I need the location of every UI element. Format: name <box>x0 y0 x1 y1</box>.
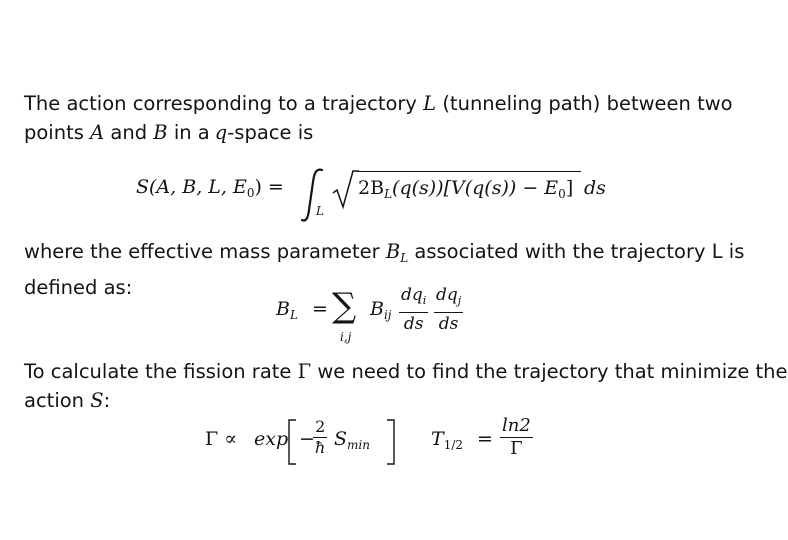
math-text: B <box>370 298 384 320</box>
right-bracket <box>385 418 397 466</box>
math-text: ) = <box>254 176 284 198</box>
math-subscript: L <box>289 308 298 322</box>
math-symbol-q: q <box>214 121 228 144</box>
integral-subscript: L <box>316 204 324 218</box>
math-subscript: 0 <box>558 187 566 201</box>
sqrt-sign <box>331 167 359 211</box>
math-symbol-gamma: Γ <box>297 360 312 383</box>
math-text: 2B <box>358 177 385 199</box>
math-subscript: L <box>384 187 393 201</box>
text-run: To calculate the fission rate <box>24 360 292 383</box>
text-run: (tunneling path) between two <box>442 92 733 115</box>
math-text: exp <box>254 428 289 450</box>
math-text: T <box>431 428 444 450</box>
math-text: (q(s))[V(q(s)) − E <box>392 177 559 199</box>
text-run: where the effective mass parameter <box>24 240 380 263</box>
text-run: in a <box>173 121 210 144</box>
math-subscript: j <box>457 294 462 307</box>
math-text: ] <box>565 177 574 199</box>
text-run: points <box>24 121 84 144</box>
text-run: -space is <box>227 121 314 144</box>
paragraph-line <box>24 386 788 415</box>
math-text: S(A, B, L, E <box>136 176 247 198</box>
math-text: = <box>312 298 328 320</box>
math-subscript: i <box>422 294 427 307</box>
left-bracket <box>286 418 298 466</box>
fraction-2-hbar <box>313 417 327 458</box>
fraction-denominator: ħ <box>315 438 326 457</box>
math-subscript: 1/2 <box>443 438 463 452</box>
math-symbol-S: S <box>90 389 104 412</box>
text-run: we need to find the trajectory that minimize the <box>317 360 788 383</box>
math-symbol-BL <box>276 298 298 322</box>
fraction-ln2-gamma <box>500 415 533 460</box>
text-run: : <box>103 389 111 412</box>
fraction-numerator <box>399 284 428 313</box>
fraction-numerator: 2 <box>313 417 327 438</box>
math-subscript: min <box>347 438 370 452</box>
math-text: − <box>299 428 315 450</box>
math-text: dq <box>401 285 423 305</box>
math-subscript: L <box>400 251 409 265</box>
fraction-denominator: ds <box>403 314 424 334</box>
math-symbol-BL <box>386 240 408 263</box>
fraction-numerator <box>434 284 463 313</box>
fraction-denominator: ds <box>438 314 459 334</box>
equation-lhs <box>136 176 284 200</box>
paragraph-line <box>24 118 733 147</box>
fraction-numerator: ln2 <box>502 415 531 436</box>
math-text: Γ ∝ <box>205 428 238 450</box>
math-subscript: 0 <box>246 186 255 200</box>
fraction-dqi-ds <box>399 284 428 335</box>
text-run: associated with the trajectory L is <box>414 240 745 263</box>
paragraph-line <box>24 89 733 118</box>
paragraph-action-intro <box>24 89 733 147</box>
math-text: ds <box>584 177 606 199</box>
text-run: action <box>24 389 85 412</box>
paragraph-line <box>24 357 788 386</box>
math-text: dq <box>436 285 458 305</box>
math-text: S <box>334 428 348 450</box>
fraction-denominator: Γ <box>510 438 523 459</box>
text-run: The action corresponding to a trajectory <box>24 92 417 115</box>
equation-mass-parameter <box>276 284 476 348</box>
math-symbol-Smin <box>334 428 370 452</box>
equation-rate-half-life <box>205 412 545 472</box>
math-subscript: ij <box>383 308 392 322</box>
paragraph-fission-rate <box>24 357 788 415</box>
math-symbol-Bij <box>370 298 392 322</box>
math-symbol-A: A <box>90 121 105 144</box>
math-text: B <box>276 298 290 320</box>
text-run: defined as: <box>24 276 133 299</box>
math-text: B <box>385 240 401 263</box>
math-symbol-B: B <box>153 121 168 144</box>
math-symbol-L: L <box>423 92 437 115</box>
paragraph-line <box>24 237 744 273</box>
integral-sign <box>300 166 330 224</box>
text-run: and <box>110 121 148 144</box>
math-text: = <box>477 428 493 450</box>
sqrt-radicand <box>358 177 573 201</box>
sqrt-bar <box>358 171 581 172</box>
summation-sign: ∑ <box>332 286 357 326</box>
summation-subscript: i,j <box>340 330 352 344</box>
math-symbol-T-half <box>431 428 463 452</box>
fraction-dqj-ds <box>434 284 463 335</box>
